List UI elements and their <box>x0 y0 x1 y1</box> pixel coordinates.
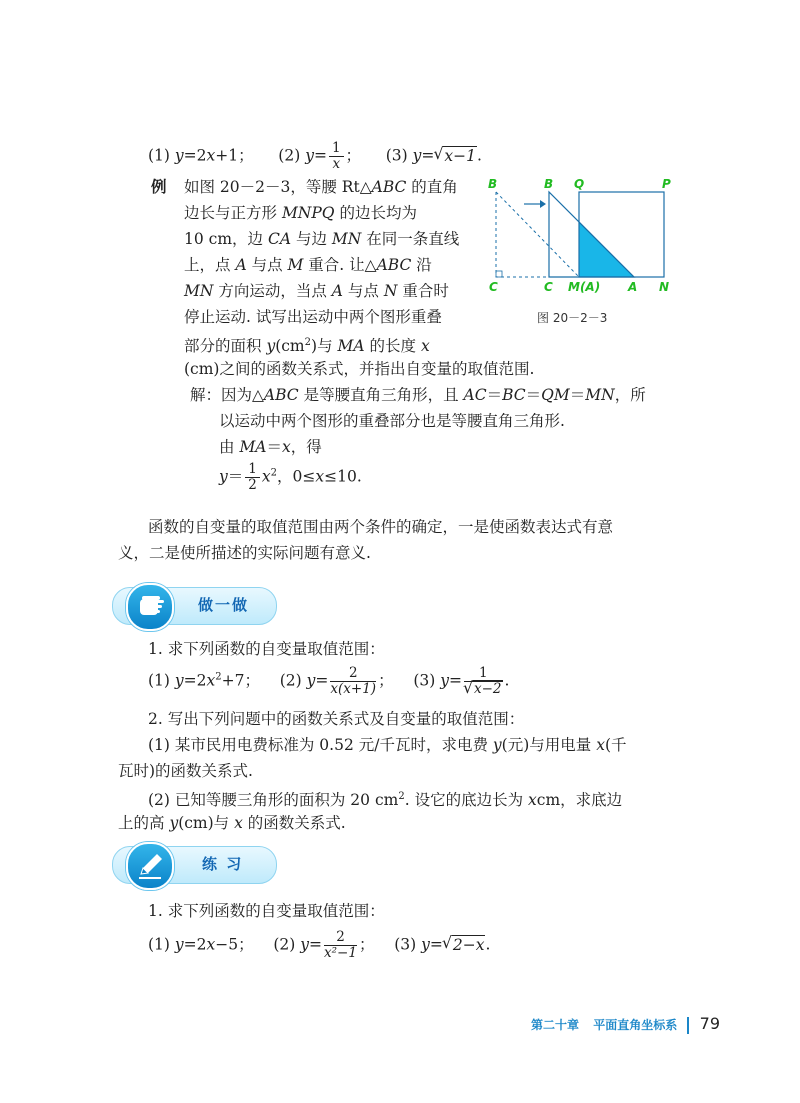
var: MN <box>585 386 615 404</box>
text: −5； <box>215 935 254 954</box>
text: = <box>421 146 435 165</box>
banner-label: 练 习 <box>202 855 244 873</box>
fraction <box>329 141 344 172</box>
var: x <box>206 146 216 165</box>
paragraph-line-2: 义，二是使所描述的实际问题有意义. <box>118 544 371 562</box>
example-line-7 <box>184 332 430 357</box>
example-line-2 <box>184 202 417 224</box>
var: ABC <box>376 256 412 274</box>
text: . 设它的底边长为 <box>404 791 529 810</box>
radicand: x−1 <box>444 146 476 165</box>
text: 的边长均为 <box>334 204 417 222</box>
text: (元)与用电量 <box>501 736 597 754</box>
text: cm，求底边 <box>536 791 623 810</box>
text: 方向运动，当点 <box>213 282 332 300</box>
text: 与边 <box>291 230 332 248</box>
var: y <box>440 671 449 690</box>
text: ，得 <box>290 438 322 456</box>
var: x <box>596 736 605 754</box>
text: (千 <box>604 736 627 754</box>
text: ，0≤ <box>277 467 316 486</box>
numerator: 2 <box>324 930 357 946</box>
denominator: x <box>332 156 341 172</box>
var: MA <box>239 438 267 456</box>
tryit-q2-part2-line1 <box>148 786 622 811</box>
text: ； <box>358 935 375 954</box>
var: x <box>206 671 216 690</box>
text: 的直角 <box>406 178 458 196</box>
var: M <box>287 256 304 274</box>
arrow-head <box>540 200 546 208</box>
practice-answers-1 <box>148 930 490 961</box>
label-c: C <box>544 280 553 294</box>
banner-practice <box>112 846 277 882</box>
var: y <box>306 671 316 690</box>
var: x <box>282 438 291 456</box>
var: y <box>174 146 184 165</box>
banner-label: 做一做 <box>198 596 250 614</box>
var: MN <box>184 282 214 300</box>
text: 上，点 <box>184 256 236 274</box>
numerator: 1 <box>464 666 503 682</box>
text: 与点 <box>343 282 384 300</box>
text: 如图 20－2－3，等腰 Rt△ <box>184 178 372 196</box>
denominator: 2 <box>248 477 257 493</box>
fraction <box>330 666 376 697</box>
denominator <box>464 682 503 697</box>
text: . <box>485 935 491 954</box>
text: 边长与正方形 <box>184 204 282 222</box>
text: = <box>309 935 323 954</box>
exercise-line-1 <box>148 141 482 172</box>
var: MN <box>331 230 362 248</box>
text: 与点 <box>246 256 288 274</box>
var: MNPQ <box>281 204 335 222</box>
var: MA <box>337 337 365 356</box>
numerator: 1 <box>329 141 344 157</box>
example-line-5 <box>184 280 449 302</box>
text: 重合. 让△ <box>303 256 377 274</box>
text: =2 <box>183 146 207 165</box>
superscript: 2 <box>215 671 222 683</box>
text: 在同一条直线 <box>361 230 460 248</box>
solution-line-2: 以运动中两个图形的重叠部分也是等腰直角三角形. <box>219 412 565 430</box>
var: y <box>412 146 422 165</box>
hand-icon <box>126 583 174 631</box>
text: ＝ <box>266 438 283 456</box>
text: )与 <box>311 337 338 356</box>
text: (cm)与 <box>178 814 235 832</box>
solution-line-1 <box>190 384 646 406</box>
denominator: x(x+1) <box>330 681 377 697</box>
footer-divider <box>687 1017 689 1034</box>
chapter-label: 第二十章 <box>531 1018 580 1032</box>
right-angle-mark <box>496 271 502 277</box>
var: A <box>331 282 343 300</box>
label-b-original: B <box>488 177 498 191</box>
paragraph-line-1: 函数的自变量的取值范围由两个条件的确定，一是使函数表达式有意 <box>148 518 614 536</box>
text: = <box>313 146 327 165</box>
var: ABC <box>371 178 407 196</box>
page-footer <box>531 1014 720 1034</box>
var: y <box>300 935 310 954</box>
var: y <box>266 337 276 356</box>
label-c-original: C <box>489 280 498 294</box>
label-p: P <box>662 177 671 191</box>
label-n: N <box>659 280 670 294</box>
var: x <box>234 814 243 832</box>
text: =2 <box>183 935 207 954</box>
hypotenuse-dashed <box>496 192 579 277</box>
var: x <box>206 935 216 954</box>
sqrt-expression <box>443 934 486 956</box>
page-number: 79 <box>699 1014 720 1033</box>
text: = <box>448 671 462 690</box>
text: = <box>429 935 443 954</box>
text: (2) 已知等腰三角形的面积为 20 cm <box>148 791 399 810</box>
item-number: (2) <box>279 671 302 690</box>
example-line-3 <box>184 228 459 250</box>
pencil-icon-glyph <box>128 844 172 888</box>
fraction <box>324 930 357 961</box>
item-number: (1) <box>148 935 170 954</box>
text: +1； <box>215 146 254 165</box>
text: +7； <box>221 671 261 690</box>
sqrt-expression <box>464 682 503 697</box>
pencil-icon <box>126 842 174 890</box>
text: 10 cm，边 <box>184 230 268 248</box>
radicand: 2−x <box>452 935 485 954</box>
figure-caption: 图 20－2－3 <box>537 311 608 325</box>
text: ＝ <box>486 386 503 404</box>
text: = <box>315 671 329 690</box>
label-a: A <box>628 280 638 294</box>
figure-20-2-3 <box>482 170 682 340</box>
label-q: Q <box>574 177 585 191</box>
text: 由 <box>219 438 240 456</box>
hand-icon-glyph <box>128 585 172 629</box>
item-number: (2) <box>278 146 301 165</box>
item-number: (1) <box>148 671 170 690</box>
fraction <box>464 666 503 697</box>
var: y <box>421 935 430 954</box>
triangle-original-dashed <box>496 192 579 277</box>
text: ； <box>345 146 362 165</box>
denominator: x²−1 <box>324 945 357 961</box>
label-m-a: M(A) <box>568 280 601 294</box>
section-label: 平面直角坐标系 <box>593 1018 678 1032</box>
var: CA <box>267 230 292 248</box>
item-number: (3) <box>394 935 417 954</box>
text: ，所 <box>614 386 646 404</box>
text: 是等腰直角三角形，且 <box>298 386 464 404</box>
tryit-q2-part1-line2: 瓦时)的函数关系式. <box>118 762 253 780</box>
numerator: 1 <box>245 462 260 478</box>
solution-line-3 <box>219 436 322 458</box>
var: y <box>219 467 228 486</box>
var: x <box>315 467 325 486</box>
fraction <box>245 462 260 493</box>
var: y <box>174 671 184 690</box>
var: y <box>174 935 184 954</box>
var: y <box>169 814 179 832</box>
text: . <box>476 146 482 165</box>
label-b: B <box>544 177 554 191</box>
var: QM <box>541 386 570 404</box>
text: 沿 <box>411 256 432 274</box>
text: 的长度 <box>364 337 421 356</box>
text: (cm <box>275 337 305 356</box>
var: AC <box>463 386 487 404</box>
var: A <box>235 256 247 274</box>
text: =2 <box>183 671 207 690</box>
var: N <box>383 282 398 300</box>
superscript: 2 <box>304 337 312 348</box>
var: y <box>492 736 502 754</box>
banner-try-it <box>112 587 277 623</box>
tryit-q2-part1-line1 <box>148 734 627 756</box>
practice-question-1: 1. 求下列函数的自变量取值范围： <box>148 902 385 920</box>
text: . <box>504 671 510 690</box>
tryit-question-2: 2. 写出下列问题中的函数关系式及自变量的取值范围： <box>148 710 525 728</box>
text: ＝ <box>525 386 542 404</box>
item-number: (1) <box>148 146 170 165</box>
item-number: (3) <box>413 671 436 690</box>
text: 重合时 <box>397 282 449 300</box>
text: ； <box>378 671 394 690</box>
text: ≤10. <box>324 467 362 486</box>
text: 解：因为△ <box>190 386 264 404</box>
var: x <box>420 337 430 356</box>
text: 的函数关系式. <box>242 814 346 832</box>
var: BC <box>502 386 526 404</box>
item-number: (3) <box>385 146 408 165</box>
tryit-answers-1 <box>148 666 509 697</box>
superscript: 2 <box>270 467 277 479</box>
var: x <box>261 467 271 486</box>
var: x <box>528 791 537 810</box>
numerator: 2 <box>330 666 376 682</box>
example-line-4 <box>184 254 432 276</box>
text: (1) 某市民用电费标准为 0.52 元/千瓦时，求电费 <box>148 736 493 754</box>
example-line-1 <box>184 176 458 198</box>
radicand: x−2 <box>473 681 502 697</box>
text: 部分的面积 <box>184 337 267 356</box>
tryit-question-1: 1. 求下列函数的自变量取值范围： <box>148 640 385 658</box>
text: ＝ <box>227 467 244 486</box>
example-tag: 例 <box>151 178 167 196</box>
superscript: 2 <box>398 791 405 802</box>
tryit-q2-part2-line2 <box>118 812 346 834</box>
text: 上的高 <box>118 814 170 832</box>
example-line-8: (cm)之间的函数关系式，并指出自变量的取值范围. <box>184 360 535 378</box>
item-number: (2) <box>273 935 296 954</box>
example-line-6: 停止运动. 试写出运动中两个图形重叠 <box>184 308 442 326</box>
sqrt-expression <box>434 145 477 167</box>
solution-line-4 <box>219 462 362 493</box>
text: ＝ <box>569 386 586 404</box>
var: y <box>305 146 314 165</box>
var: ABC <box>263 386 299 404</box>
